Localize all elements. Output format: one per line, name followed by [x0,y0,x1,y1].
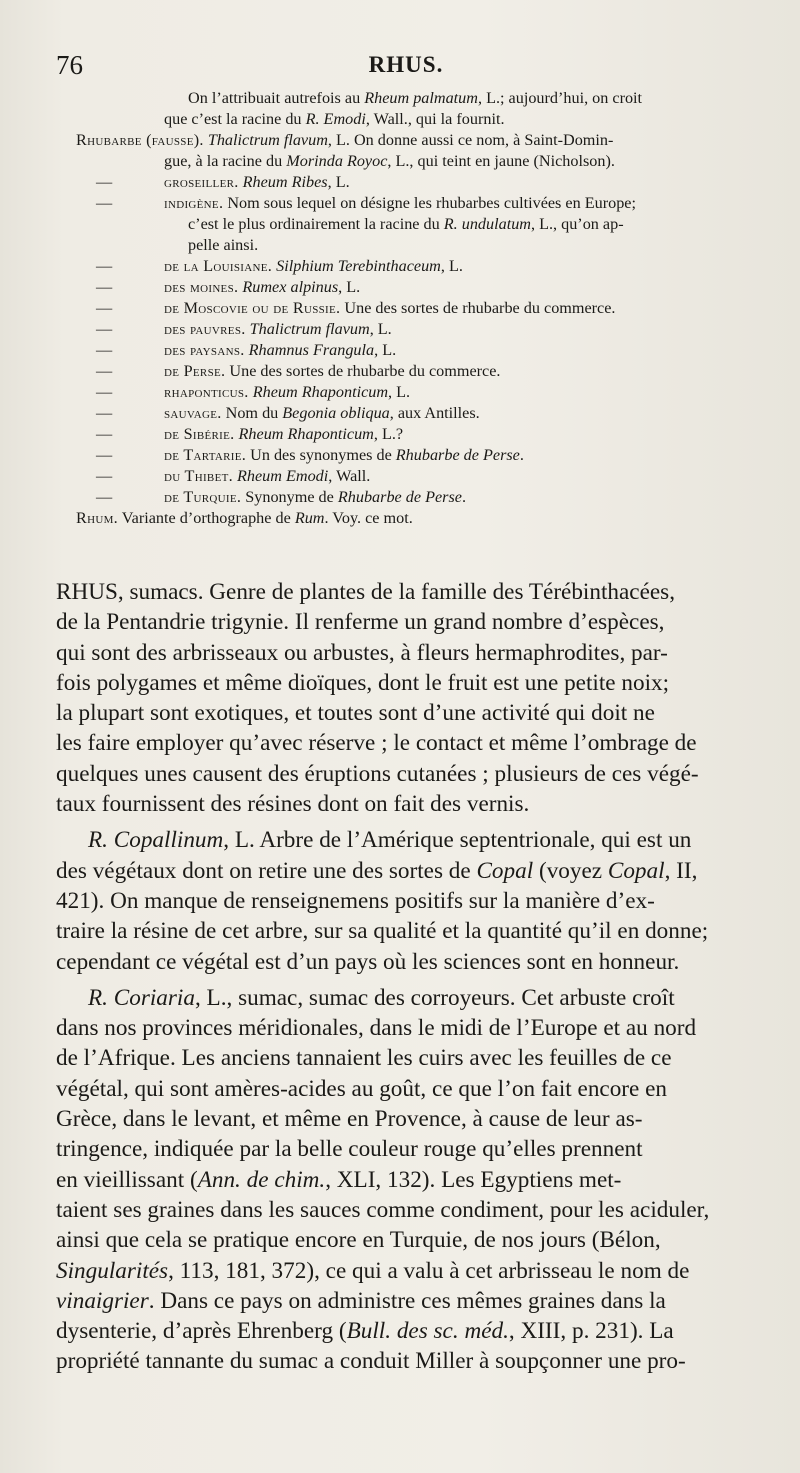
entry-rhubarbe-fausse-cont: gue, à la racine du Morinda Royoc, L., qui teint en jaune (Nicholson). [164,152,615,170]
entry-thibet: — du Thibet. Rheum Emodi, Wall. [96,467,371,485]
entry-indigene-cont-2: pelle ainsi. [188,236,259,254]
text-line: fois polygames et même dioïques, dont le fruit est une petite noix; [56,669,670,696]
text-line: RHUS, sumacs. Genre de plantes de la famille des Térébinthacées, [56,579,675,605]
text-line: de l’Afrique. Les anciens tannaient les cuirs avec les feuilles de ce [56,1045,672,1072]
entry-groseiller: — groseiller. Rheum Ribes, L. [96,173,350,191]
text-line: en vieillissant (Ann. de chim., XLI, 132). Les Egyptiens met- [56,1166,622,1193]
text-line: cependant ce végétal est d’un pays où les sciences sont en honneur. [56,948,680,975]
text-line: Grèce, dans le levant, et même en Provence, à cause de leur as- [56,1106,643,1133]
text-line: la plupart sont exotiques, et toutes sont d’une activité qui doit ne [56,700,655,727]
entry-siberie: — de Sibérie. Rheum Rhaponticum, L.? [96,425,404,443]
continuation-line-2: que c’est la racine du R. Emodi, Wall., qui la fournit. [164,110,505,128]
text-line: 421). On manque de renseignemens positifs sur la manière d’ex- [56,887,655,914]
text-line: tringence, indiquée par la belle couleur rouge qu’elles prennent [56,1136,643,1163]
text-line: R. Copallinum, L. Arbre de l’Amérique septentrionale, qui est un [88,827,692,854]
text-line: dysenterie, d’après Ehrenberg (Bull. des sc. méd., XIII, p. 231). La [56,1318,674,1345]
text-line: qui sont des arbrisseaux ou arbustes, à fleurs hermaphrodites, par- [56,639,668,666]
article-rhus [56,577,790,1377]
text-line: quelques unes causent des éruptions cutanées ; plusieurs de ces végé- [56,760,699,787]
text-line: taient ses graines dans les sauces comme condiment, pour les aciduler, [56,1196,710,1223]
text-line: traire la résine de cet arbre, sur sa qualité et la quantité qu’il en donne; [56,918,709,945]
entry-indigene: — indigène. Nom sous lequel on désigne les rhubarbes cultivées en Europe; [96,194,636,212]
text-line: taux fournissent des résines dont on fait des vernis. [56,791,530,818]
entry-paysans: — des paysans. Rhamnus Frangula, L. [96,341,397,359]
entry-pauvres: — des pauvres. Thalictrum flavum, L. [96,320,392,338]
entry-louisiane: — de la Louisiane. Silphium Terebinthaceum, L. [96,257,463,275]
running-head: RHUS. [368,52,444,77]
entry-sauvage: — sauvage. Nom du Begonia obliqua, aux Antilles. [96,404,480,422]
text-line: les faire employer qu’avec réserve ; le contact et même l’ombrage de [56,730,697,757]
page-header [56,50,756,82]
entry-turquie: — de Turquie. Synonyme de Rhubarbe de Perse. [96,488,466,506]
entry-rhum: Rhum. Variante d’orthographe de Rum. Voy. ce mot. [76,509,413,527]
text-line: Singularités, 113, 181, 372), ce qui a valu à cet arbrisseau le nom de [56,1257,690,1284]
paragraph-r-copallinum [56,825,790,976]
entry-perse: — de Perse. Une des sortes de rhubarbe du commerce. [96,362,501,380]
text-line: de la Pentandrie trigynie. Il renferme un grand nombre d’espèces, [56,609,665,636]
page-number: 76 [56,50,83,80]
entry-moines: — des moines. Rumex alpinus, L. [96,278,361,296]
text-line: dans nos provinces méridionales, dans le midi de l’Europe et au nord [56,1015,697,1042]
entry-moscovie: — de Moscovie ou de Russie. Une des sortes de rhubarbe du commerce. [96,299,616,317]
text-line: végétal, qui sont amères-acides au goût, ce que l’on fait encore en [56,1075,667,1102]
entry-rhaponticus: — rhaponticus. Rheum Rhaponticum, L. [96,383,411,401]
previous-entries [76,88,780,529]
entry-tartarie: — de Tartarie. Un des synonymes de Rhubarbe de Perse. [96,446,524,464]
text-line: vinaigrier. Dans ce pays on administre ces mêmes graines dans la [56,1287,666,1314]
text-line: des végétaux dont on retire une des sortes de Copal (voyez Copal, II, [56,857,698,884]
paragraph-rhus-definition [56,577,790,819]
continuation-line-1: On l’attribuait autrefois au Rheum palmatum, L.; aujourd’hui, on croit [188,89,643,107]
text-line: R. Coriaria, L., sumac, sumac des corroyeurs. Cet arbuste croît [88,984,675,1011]
paragraph-r-coriaria [56,983,790,1377]
text-line: ainsi que cela se pratique encore en Turquie, de nos jours (Bélon, [56,1227,661,1254]
text-line: propriété tannante du sumac a conduit Miller à soupçonner une pro- [56,1348,686,1375]
entry-rhubarbe-fausse: Rhubarbe (fausse). Thalictrum flavum, L. On donne aussi ce nom, à Saint-Domin- [76,131,614,149]
entry-indigene-cont-1: c’est le plus ordinairement la racine du R. undulatum, L., qu’on ap- [188,215,624,233]
